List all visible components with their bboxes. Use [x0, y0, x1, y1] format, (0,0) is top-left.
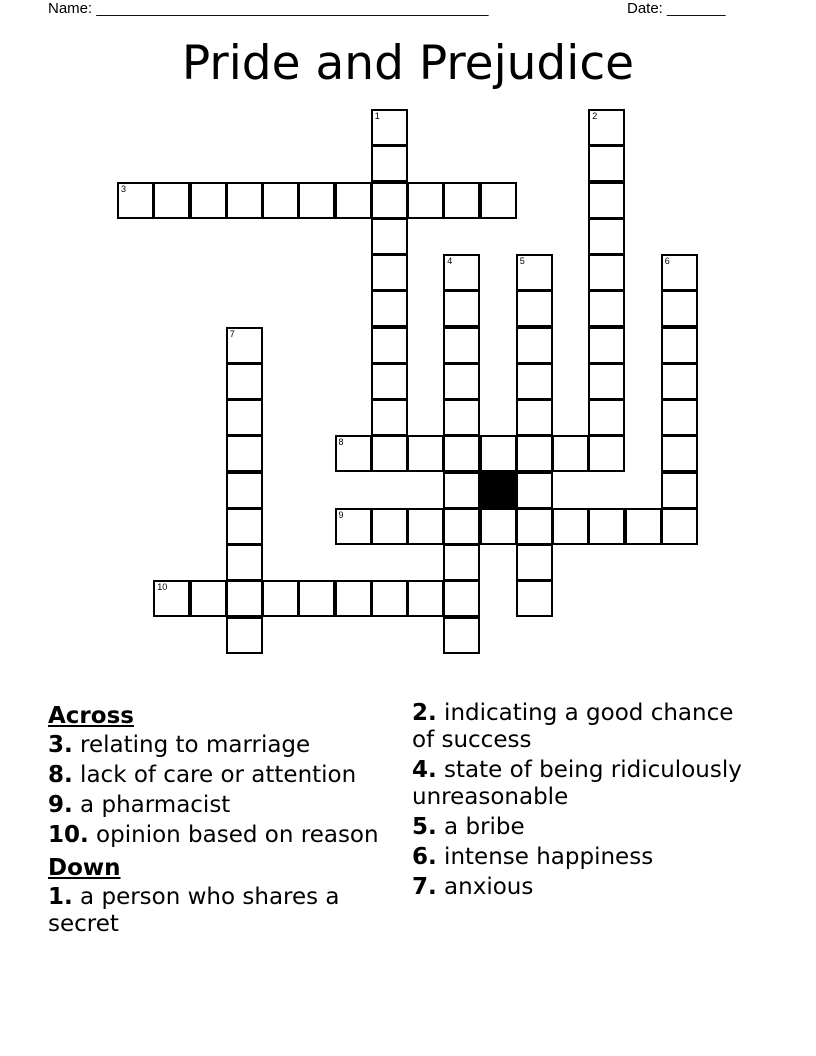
clue-number-label: 9	[338, 509, 344, 520]
down-heading: Down	[48, 855, 121, 881]
grid-cell[interactable]	[661, 254, 698, 291]
grid-cell[interactable]	[335, 182, 372, 219]
date-field[interactable]: Date: _______	[627, 0, 726, 17]
clue-number: 5.	[412, 814, 437, 840]
clue-number: 2.	[412, 700, 437, 726]
grid-cell[interactable]	[443, 580, 480, 617]
clue-number: 8.	[48, 762, 73, 788]
name-field[interactable]: Name: _______________________________________________	[48, 0, 489, 17]
grid-cell[interactable]	[443, 254, 480, 291]
grid-cell[interactable]	[371, 182, 408, 219]
clue-number-label: 8	[338, 437, 344, 448]
grid-cell[interactable]	[335, 435, 372, 472]
grid-cell[interactable]	[661, 327, 698, 364]
grid-cell[interactable]	[480, 182, 517, 219]
clue-number: 3.	[48, 732, 73, 758]
clue-text: a bribe	[436, 814, 525, 840]
grid-cell[interactable]	[335, 580, 372, 617]
grid-cell[interactable]	[516, 544, 553, 581]
grid-cell[interactable]	[226, 182, 263, 219]
grid-cell[interactable]	[443, 472, 480, 509]
clue-down-7	[412, 874, 742, 901]
grid-cell[interactable]	[226, 435, 263, 472]
page-title: Pride and Prejudice	[181, 36, 635, 91]
grid-cell[interactable]	[588, 435, 625, 472]
grid-cell[interactable]	[443, 182, 480, 219]
grid-cell[interactable]	[516, 327, 553, 364]
clue-number-label: 4	[447, 256, 453, 266]
grid-cell[interactable]	[226, 472, 263, 509]
clues-right-column	[412, 700, 742, 904]
clue-number-label: 3	[121, 183, 127, 194]
grid-cell[interactable]	[407, 182, 444, 219]
grid-cell[interactable]	[588, 363, 625, 400]
clue-text: a person who shares a secret	[48, 884, 340, 937]
clue-text: relating to marriage	[72, 732, 311, 758]
grid-cell[interactable]	[371, 290, 408, 327]
grid-cell[interactable]	[190, 580, 227, 617]
grid-cell[interactable]	[371, 508, 408, 545]
grid-cell[interactable]	[443, 399, 480, 436]
grid-cell[interactable]	[443, 544, 480, 581]
grid-cell[interactable]	[661, 363, 698, 400]
grid-cell[interactable]	[552, 435, 589, 472]
grid-cell[interactable]	[226, 544, 263, 581]
grid-cell[interactable]	[262, 580, 299, 617]
grid-cell[interactable]	[443, 327, 480, 364]
clue-number-label: 10	[157, 582, 168, 593]
grid-cell[interactable]	[371, 218, 408, 255]
grid-cell[interactable]	[552, 508, 589, 545]
grid-cell[interactable]	[588, 109, 625, 146]
black-cell	[480, 472, 517, 509]
clue-number-label: 2	[592, 111, 598, 121]
grid-cell[interactable]	[226, 508, 263, 545]
clue-down-4	[412, 757, 742, 811]
grid-cell[interactable]	[588, 254, 625, 291]
grid-cell[interactable]	[443, 617, 480, 654]
grid-cell[interactable]	[588, 399, 625, 436]
grid-cell[interactable]	[516, 508, 553, 545]
grid-cell[interactable]	[226, 327, 263, 364]
grid-cell[interactable]	[262, 182, 299, 219]
grid-cell[interactable]	[625, 508, 662, 545]
clue-down-2	[412, 700, 742, 754]
clue-text: anxious	[436, 874, 534, 900]
grid-cell[interactable]	[371, 109, 408, 146]
clue-down-5	[412, 814, 742, 841]
grid-cell[interactable]	[226, 363, 263, 400]
clue-number-label: 1	[374, 111, 380, 121]
clue-number-label: 6	[664, 256, 670, 266]
across-heading: Across	[48, 703, 134, 729]
grid-cell[interactable]	[443, 508, 480, 545]
grid-cell[interactable]	[516, 254, 553, 291]
clue-number: 10.	[48, 822, 89, 848]
grid-cell[interactable]	[661, 435, 698, 472]
grid-cell[interactable]	[516, 290, 553, 327]
grid-cell[interactable]	[588, 182, 625, 219]
grid-cell[interactable]	[371, 435, 408, 472]
grid-cell[interactable]	[661, 508, 698, 545]
clue-across-3	[48, 732, 398, 759]
grid-cell[interactable]	[371, 327, 408, 364]
clue-text: state of being ridiculously unreasonable	[412, 757, 742, 810]
grid-cell[interactable]	[480, 508, 517, 545]
clue-text: indicating a good chance of success	[412, 700, 734, 753]
clue-down-6	[412, 844, 742, 871]
clue-text: opinion based on reason	[88, 822, 379, 848]
grid-cell[interactable]	[407, 580, 444, 617]
clue-number-label: 5	[519, 256, 525, 266]
grid-cell[interactable]	[516, 435, 553, 472]
grid-cell[interactable]	[588, 290, 625, 327]
grid-cell[interactable]	[407, 508, 444, 545]
grid-cell[interactable]	[661, 472, 698, 509]
clue-number: 4.	[412, 757, 437, 783]
grid-cell[interactable]	[480, 435, 517, 472]
grid-cell[interactable]	[153, 580, 190, 617]
grid-cell[interactable]	[335, 508, 372, 545]
grid-cell[interactable]	[588, 508, 625, 545]
grid-cell[interactable]	[516, 472, 553, 509]
clue-number: 7.	[412, 874, 437, 900]
clue-number: 9.	[48, 792, 73, 818]
grid-cell[interactable]	[516, 399, 553, 436]
clue-text: intense happiness	[436, 844, 654, 870]
clue-across-10	[48, 822, 398, 849]
grid-cell[interactable]	[226, 617, 263, 654]
grid-cell[interactable]	[661, 399, 698, 436]
grid-cell[interactable]	[226, 399, 263, 436]
grid-cell[interactable]	[190, 182, 227, 219]
grid-cell[interactable]	[226, 580, 263, 617]
grid-cell[interactable]	[661, 290, 698, 327]
grid-cell[interactable]	[371, 363, 408, 400]
grid-cell[interactable]	[588, 218, 625, 255]
grid-cell[interactable]	[516, 580, 553, 617]
grid-cell[interactable]	[443, 363, 480, 400]
grid-cell[interactable]	[371, 254, 408, 291]
clue-across-9	[48, 792, 398, 819]
grid-cell[interactable]	[516, 363, 553, 400]
clue-across-8	[48, 762, 398, 789]
clues-left-column	[48, 700, 398, 941]
grid-cell[interactable]	[588, 327, 625, 364]
clue-text: lack of care or attention	[72, 762, 357, 788]
grid-cell[interactable]	[371, 145, 408, 182]
grid-cell[interactable]	[298, 580, 335, 617]
grid-cell[interactable]	[298, 182, 335, 219]
grid-cell[interactable]	[407, 435, 444, 472]
grid-cell[interactable]	[371, 580, 408, 617]
clue-number: 1.	[48, 884, 73, 910]
grid-cell[interactable]	[371, 399, 408, 436]
grid-cell[interactable]	[588, 145, 625, 182]
grid-cell[interactable]	[117, 182, 154, 219]
clue-number-label: 7	[229, 328, 235, 339]
grid-cell[interactable]	[443, 435, 480, 472]
clue-down-1	[48, 884, 398, 938]
grid-cell[interactable]	[443, 290, 480, 327]
grid-cell[interactable]	[153, 182, 190, 219]
clue-number: 6.	[412, 844, 437, 870]
clue-text: a pharmacist	[72, 792, 231, 818]
